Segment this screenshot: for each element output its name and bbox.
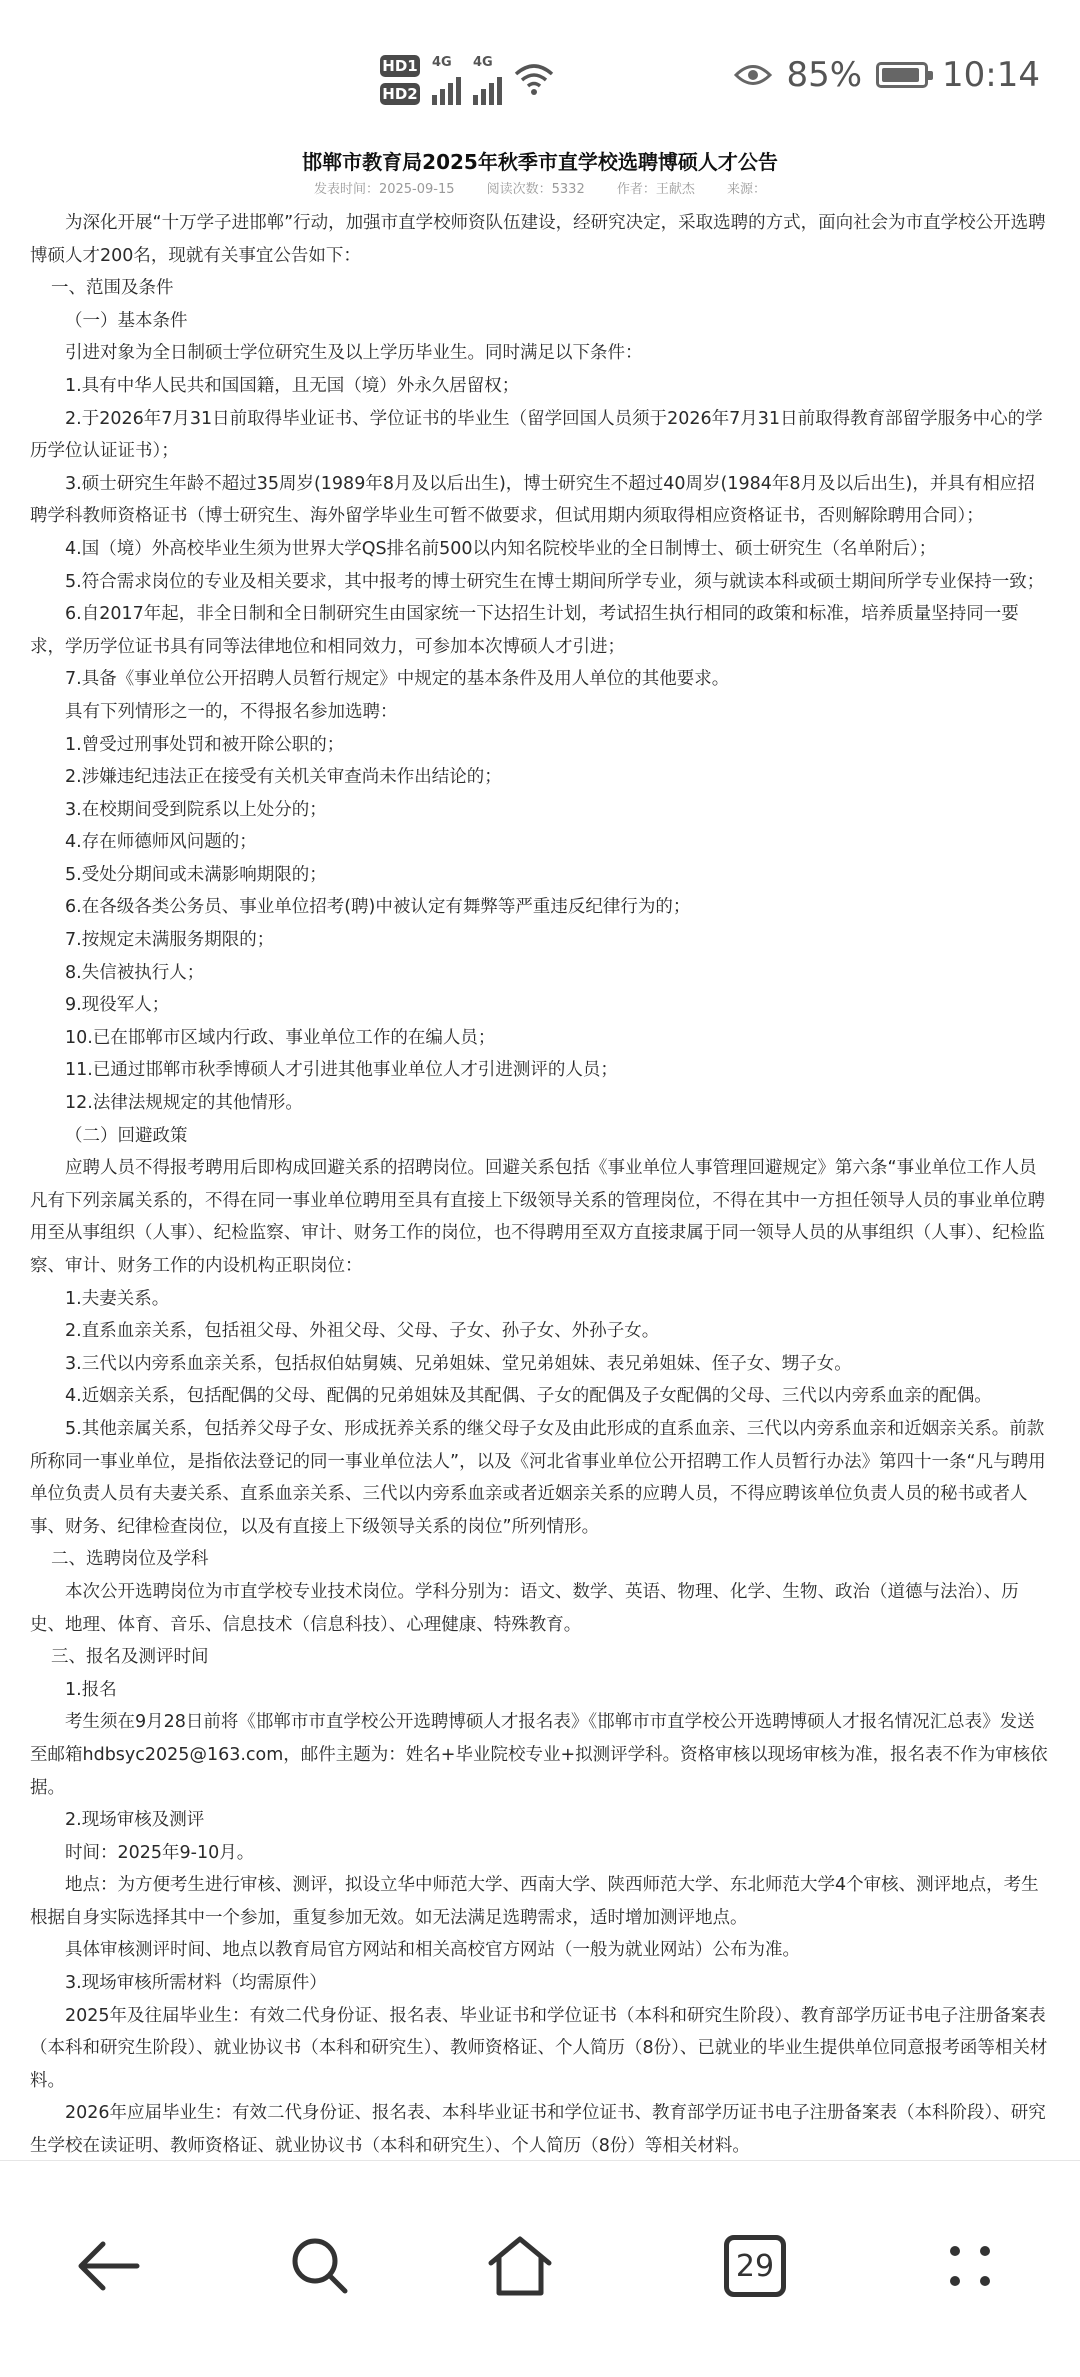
article-paragraph: 2.直系血亲关系，包括祖父母、外祖父母、父母、子女、孙子女、外孙子女。 bbox=[65, 1321, 660, 1342]
article-paragraph: 7.具备《事业单位公开招聘人员暂行规定》中规定的基本条件及用人单位的其他要求。 bbox=[65, 669, 730, 690]
search-icon bbox=[287, 2233, 353, 2299]
article-paragraph: 9.现役军人； bbox=[65, 995, 170, 1016]
menu-dots-icon bbox=[945, 2241, 995, 2291]
article-paragraph: 3.在校期间受到院系以上处分的； bbox=[65, 799, 327, 820]
article-paragraph: 6.自2017年起，非全日制和全日制研究生由国家统一下达招生计划，考试招生执行相同的政策和标准，培养质量坚持同一要求，学历学位证书具有同等法律地位和相同效力，可参加本次博硕人才引进； bbox=[30, 604, 1019, 657]
article bbox=[30, 145, 1050, 2228]
article-paragraph: 5.其他亲属关系，包括养父母子女、形成抚养关系的继父母子女及由此形成的直系血亲、三代以内旁系血亲和近姻亲关系。前款所称同一事业单位，是指依法登记的同一事业单位法人”，以及《河北省事业单位公开招聘工作人员暂行办法》第四十一条“凡与聘用单位负责人员有夫妻关系、直系血亲关系、三代以内旁系血亲或者近姻亲关系的应聘人员，不得应聘该单位负责人员的秘书或者人事、财务、纪律检查岗位，以及有直接上下级领导关系的岗位”所列情形。 bbox=[30, 1418, 1046, 1537]
article-paragraph: 2.涉嫌违纪违法正在接受有关机关审查尚未作出结论的； bbox=[65, 767, 502, 788]
battery-icon bbox=[876, 62, 928, 88]
eye-comfort-icon bbox=[734, 62, 772, 88]
article-paragraph: （一）基本条件 bbox=[65, 310, 188, 331]
tabs-count-badge: 29 bbox=[724, 2235, 786, 2297]
article-paragraph: 考生须在9月28日前将《邯郸市市直学校公开选聘博硕人才报名表》《邯郸市市直学校公开选聘博硕人才报名情况汇总表》发送至邮箱hdbsyc2025@163.com，邮件主题为：姓名+毕业院校专业+拟测评学科。资格审核以现场审核为准，报名表不作为审核依据。 bbox=[30, 1712, 1048, 1798]
article-paragraph: （二）回避政策 bbox=[65, 1125, 188, 1146]
article-paragraph: 5.符合需求岗位的专业及相关要求，其中报考的博士研究生在博士期间所学专业，须与就读本科或硕士期间所学专业保持一致； bbox=[65, 571, 1045, 592]
article-paragraph: 1.报名 bbox=[65, 1679, 117, 1700]
wifi-icon bbox=[514, 62, 554, 98]
publish-time: 发表时间：2025-09-15 bbox=[313, 182, 455, 197]
search-button[interactable] bbox=[270, 2216, 370, 2316]
article-paragraph: 2026年应届毕业生：有效二代身份证、报名表、本科毕业证书和学位证书、教育部学历证书电子注册备案表（本科阶段）、研究生学校在读证明、教师资格证、就业协议书（本科和研究生）、个人简历（8份）等相关材料。 bbox=[30, 2103, 1046, 2157]
home-icon bbox=[485, 2233, 555, 2299]
article-paragraph: 3.硕士研究生年龄不超过35周岁(1989年8月及以后出生)，博士研究生不超过40周岁(1984年8月及以后出生)，并具有相应招聘学科教师资格证书（博士研究生、海外留学毕业生可暂不做要求，但试用期内须取得相应资格证书，否则解除聘用合同）； bbox=[30, 473, 1035, 527]
status-left bbox=[380, 50, 554, 110]
source: 来源： bbox=[727, 182, 767, 197]
battery-percent: 85% bbox=[786, 55, 863, 95]
article-paragraph: 具体审核测评时间、地点以教育局官方网站和相关高校官方网站（一般为就业网站）公布为准。 bbox=[65, 1940, 800, 1961]
article-paragraph: 1.具有中华人民共和国国籍，且无国（境）外永久居留权； bbox=[65, 375, 520, 396]
back-button[interactable] bbox=[58, 2216, 158, 2316]
article-paragraph: 1.夫妻关系。 bbox=[65, 1288, 170, 1309]
article-paragraph: 2025年及往届毕业生：有效二代身份证、报名表、毕业证书和学位证书（本科和研究生阶段）、教育部学历证书电子注册备案表（本科和研究生阶段）、就业协议书（本科和研究生）、教师资格证、个人简历（8份）、已就业的毕业生提供单位同意报考函等相关材料。 bbox=[30, 2005, 1048, 2091]
hd1-icon: HD1 bbox=[380, 55, 420, 77]
browser-nav-bar bbox=[0, 2160, 1080, 2377]
hd2-icon: HD2 bbox=[380, 83, 420, 105]
article-paragraph: 一、范围及条件 bbox=[51, 278, 174, 299]
article-paragraph: 11.已通过邯郸市秋季博硕人才引进其他事业单位人才引进测评的人员； bbox=[65, 1060, 618, 1081]
back-arrow-icon bbox=[73, 2236, 143, 2296]
article-paragraph: 具有下列情形之一的，不得报名参加选聘： bbox=[65, 701, 398, 722]
article-paragraph: 二、选聘岗位及学科 bbox=[51, 1549, 209, 1570]
signal-1-icon bbox=[432, 55, 461, 105]
article-paragraph: 2.现场审核及测评 bbox=[65, 1810, 205, 1831]
article-paragraph: 12.法律法规规定的其他情形。 bbox=[65, 1093, 303, 1114]
article-paragraph: 3.三代以内旁系血亲关系，包括叔伯姑舅姨、兄弟姐妹、堂兄弟姐妹、表兄弟姐妹、侄子女、甥子女。 bbox=[65, 1353, 852, 1374]
article-paragraph: 6.在各级各类公务员、事业单位招考(聘)中被认定有舞弊等严重违反纪律行为的； bbox=[65, 897, 691, 918]
article-paragraph: 3.现场审核所需材料（均需原件） bbox=[65, 1973, 327, 1994]
article-paragraph: 4.存在师德师风问题的； bbox=[65, 832, 257, 853]
article-paragraph: 本次公开选聘岗位为市直学校专业技术岗位。学科分别为：语文、数学、英语、物理、化学、生物、政治（道德与法治）、历史、地理、体育、音乐、信息技术（信息科技）、心理健康、特殊教育。 bbox=[30, 1581, 1019, 1635]
article-body bbox=[30, 207, 1050, 2228]
article-paragraph: 为深化开展“十万学子进邯郸”行动，加强市直学校师资队伍建设，经研究决定，采取选聘的方式，面向社会为市直学校公开选聘博硕人才200名，现就有关事宜公告如下： bbox=[30, 213, 1046, 266]
article-paragraph: 时间：2025年9-10月。 bbox=[65, 1842, 255, 1863]
article-paragraph: 4.近姻亲关系，包括配偶的父母、配偶的兄弟姐妹及其配偶、子女的配偶及子女配偶的父母、三代以内旁系血亲的配偶。 bbox=[65, 1386, 992, 1407]
read-count: 阅读次数：5332 bbox=[486, 182, 585, 197]
article-paragraph: 1.曾受过刑事处罚和被开除公职的； bbox=[65, 734, 345, 755]
article-paragraph: 4.国（境）外高校毕业生须为世界大学QS排名前500以内知名院校毕业的全日制博士、硕士研究生（名单附后）； bbox=[65, 538, 937, 559]
article-paragraph: 8.失信被执行人； bbox=[65, 962, 205, 983]
article-title: 邯郸市教育局2025年秋季市直学校选聘博硕人才公告 bbox=[302, 150, 778, 174]
menu-button[interactable] bbox=[920, 2216, 1020, 2316]
article-paragraph: 地点：为方便考生进行审核、测评，拟设立华中师范大学、西南大学、陕西师范大学、东北师范大学4个审核、测评地点，考生根据自身实际选择其中一个参加，重复参加无效。如无法满足选聘需求，适时增加测评地点。 bbox=[30, 1875, 1039, 1928]
article-paragraph: 应聘人员不得报考聘用后即构成回避关系的招聘岗位。回避关系包括《事业单位人事管理回避规定》第六条“事业单位工作人员凡有下列亲属关系的，不得在同一事业单位聘用至具有直接上下级领导关系的管理岗位，不得在其中一方担任领导人员的事业单位聘用至从事组织（人事）、纪检监察、审计、财务工作的岗位，也不得聘用至双方直接隶属于同一领导人员的从事组织（人事）、纪检监察、审计、财务工作的内设机构正职岗位： bbox=[30, 1158, 1045, 1276]
tabs-button[interactable] bbox=[705, 2216, 805, 2316]
article-paragraph: 5.受处分期间或未满影响期限的； bbox=[65, 864, 327, 885]
status-right bbox=[734, 55, 1040, 95]
article-paragraph: 10.已在邯郸市区域内行政、事业单位工作的在编人员； bbox=[65, 1027, 496, 1048]
article-paragraph: 引进对象为全日制硕士学位研究生及以上学历毕业生。同时满足以下条件： bbox=[65, 343, 643, 364]
hd-indicators bbox=[380, 55, 420, 105]
home-button[interactable] bbox=[470, 2216, 570, 2316]
network-type-2: 4G bbox=[473, 55, 493, 70]
article-paragraph: 三、报名及测评时间 bbox=[51, 1647, 209, 1668]
article-paragraph: 7.按规定未满服务期限的； bbox=[65, 930, 275, 951]
author: 作者：王献杰 bbox=[616, 182, 695, 197]
clock: 10:14 bbox=[942, 55, 1040, 95]
article-paragraph: 2.于2026年7月31日前取得毕业证书、学位证书的毕业生（留学回国人员须于2026年7月31日前取得教育部留学服务中心的学历学位认证证书）； bbox=[30, 408, 1043, 462]
status-bar bbox=[0, 0, 1080, 150]
signal-2-icon bbox=[473, 55, 502, 105]
network-type-1: 4G bbox=[432, 55, 452, 70]
article-meta bbox=[30, 179, 1050, 201]
